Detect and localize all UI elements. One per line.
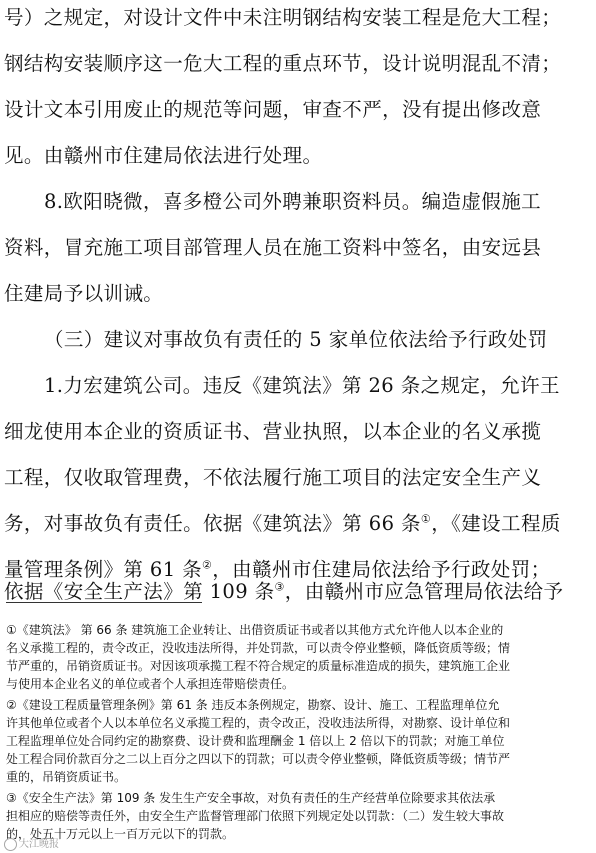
body-line-4: 见。由赣州市住建局依法进行处理。 <box>4 144 323 167</box>
section-heading: （三）建议对事故负有责任的 5 家单位依法给予行政处罚 <box>44 328 548 351</box>
body-line-12-text: 务，对事故负有责任。依据《建筑法》第 66 条 <box>4 512 421 535</box>
body-line-7: 住建局予以训诫。 <box>4 282 164 305</box>
footnote-line: ③《安全生产法》第 109 条 发生生产安全事故，对负有责任的生产经营单位除要求其依法承 <box>6 791 496 805</box>
body-line-12-tail: ，《建设工程质 <box>431 512 561 535</box>
footnote-line: 节严重的，吊销资质证书。对因该项承揽工程不符合规定的质量标准造成的损失，建筑施工企业 <box>6 659 511 673</box>
body-line-1: 号）之规定，对设计文件中未注明钢结构安装工程是危大工程； <box>4 6 562 29</box>
footnote-divider <box>6 602 202 603</box>
footnote-ref-2[interactable]: ② <box>202 558 213 572</box>
footnote-line: 担相应的赔偿等责任外，由安全生产监督管理部门依照下列规定处以罚款：（二）发生较大事故 <box>6 809 505 823</box>
footnote-ref-1[interactable]: ① <box>420 512 432 526</box>
footnote-line: ②《建设工程质量管理条例》第 61 条 违反本条例规定，勘察、设计、施工、工程监理单位允 <box>6 698 500 712</box>
body-line-14-text: 依据《安全生产法》第 109 条 <box>4 580 275 603</box>
body-line-3: 设计文本引用废止的规范等问题，审查不严，没有提出修改意 <box>4 98 542 121</box>
body-line-6: 资料，冒充施工项目部管理人员在施工资料中签名，由安远县 <box>4 236 542 259</box>
body-line-9: 1.力宏建筑公司。违反《建筑法》第 26 条之规定，允许王 <box>44 374 560 397</box>
body-line-14-tail: ，由赣州市应急管理局依法给予 <box>284 580 564 603</box>
body-line-10: 细龙使用本企业的资质证书、营业执照，以本企业的名义承揽 <box>4 420 542 443</box>
watermark-text: 大江晚报 <box>19 839 59 850</box>
footnote-line: 的，处五十万元以上一百万元以下的罚款。 <box>6 827 235 841</box>
footnote-line: 重的，吊销资质证书。 <box>6 770 127 784</box>
watermark <box>4 835 59 851</box>
body-line-13-text: 量管理条例》第 61 条 <box>4 558 203 581</box>
footnote-line: 处工程合同价款百分之二以上百分之四以下的罚款；可以责令停业整顿，降低资质等级；情节严 <box>6 752 511 766</box>
body-line-12 <box>4 512 561 536</box>
footnote-line: 工程监理单位处合同约定的勘察费、设计费和监理酬金 1 倍以上 2 倍以下的罚款；对施工单位 <box>6 734 505 748</box>
footnote-line: ①《建筑法》 第 66 条 建筑施工企业转让、出借资质证书或者以其他方式允许他人以本企业的 <box>6 623 504 637</box>
body-line-5: 8.欧阳晓微，喜多橙公司外聘兼职资料员。编造虚假施工 <box>44 190 542 213</box>
watermark-logo-icon <box>4 838 17 851</box>
footnote-line: 与使用本企业名义的单位或者个人承担连带赔偿责任。 <box>6 677 295 691</box>
body-line-13-tail: ，由赣州市住建局依法给予行政处罚； <box>212 558 551 581</box>
footnote-line: 名义承揽工程的，责令改正，没收违法所得，并处罚款，可以责令停业整顿，降低资质等级；情 <box>6 641 511 655</box>
footnote-line: 许其他单位或者个人以本单位名义承揽工程的，责令改正，没收违法所得，对勘察、设计单位和 <box>6 716 511 730</box>
footnote-ref-3[interactable]: ③ <box>274 580 285 594</box>
body-line-13 <box>4 558 551 582</box>
body-line-2: 钢结构安装顺序这一危大工程的重点环节，设计说明混乱不清； <box>4 52 562 75</box>
body-line-14 <box>4 580 563 604</box>
body-line-11: 工程，仅收取管理费，不依法履行施工项目的法定安全生产义 <box>4 466 542 489</box>
